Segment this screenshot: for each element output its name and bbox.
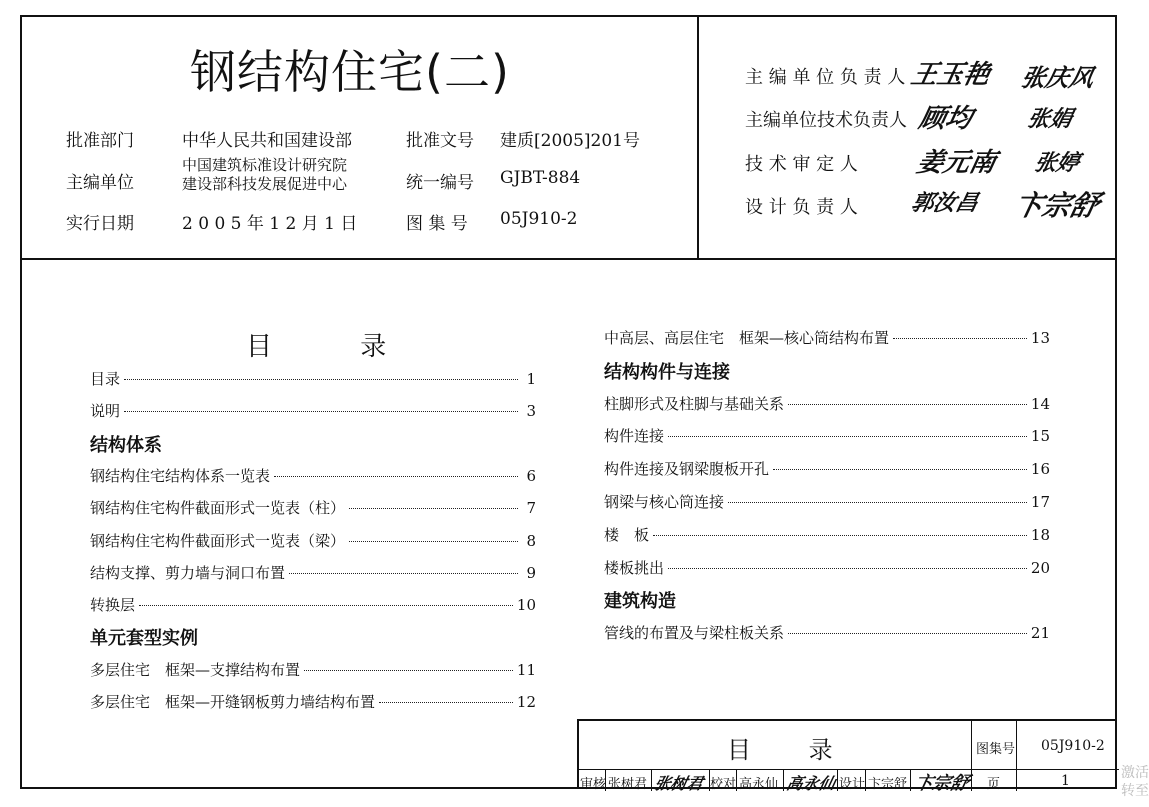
toc-leader-dots <box>788 633 1027 634</box>
header-vertical-divider <box>697 15 699 259</box>
toc-entry-page: 8 <box>526 531 536 550</box>
toc-entry-label: 构件连接 <box>604 427 665 446</box>
toc-entry-label: 转换层 <box>90 596 136 615</box>
signature: 张婷 <box>1031 150 1082 176</box>
title-block-atlas-label: 图集号 <box>976 742 1016 757</box>
toc-leader-dots <box>653 535 1027 536</box>
toc-title: 目 录 <box>246 332 387 362</box>
toc-entry[interactable] <box>604 327 1050 347</box>
toc-section-heading: 结构体系 <box>90 434 162 456</box>
signature: 王玉艳 <box>908 60 993 90</box>
toc-entry-page: 11 <box>516 660 536 679</box>
editor-unit-1: 中国建筑标准设计研究院 <box>182 156 348 174</box>
unified-no-label: 统一编号 <box>406 173 474 193</box>
title-block <box>577 719 1117 794</box>
approval-dept: 中华人民共和国建设部 <box>182 131 352 151</box>
toc-entry[interactable] <box>604 524 1050 544</box>
toc-entry-page: 6 <box>526 466 536 485</box>
atlas-no: 05J910-2 <box>500 209 578 229</box>
signature: 张庆风 <box>1018 63 1097 92</box>
responsible-role: 主编单位技术负责人 <box>745 110 907 131</box>
toc-entry-label: 钢结构住宅构件截面形式一览表（梁） <box>90 531 346 550</box>
toc-leader-dots <box>124 379 518 380</box>
header-divider <box>20 258 1117 260</box>
editor-unit-2: 建设部科技发展促进中心 <box>182 175 348 193</box>
toc-leader-dots <box>124 411 518 412</box>
approval-doc-label: 批准文号 <box>406 131 474 151</box>
toc-leader-dots <box>668 436 1027 437</box>
page-value: 1 <box>1061 773 1070 789</box>
toc-entry-page: 18 <box>1030 525 1050 544</box>
toc-leader-dots <box>304 670 513 671</box>
toc-entry-label: 楼板挑出 <box>604 558 665 577</box>
toc-entry-page: 9 <box>526 563 536 582</box>
toc-entry[interactable] <box>90 530 536 550</box>
toc-entry-label: 钢结构住宅构件截面形式一览表（柱） <box>90 499 346 518</box>
design-label: 设计 <box>839 777 866 792</box>
toc-leader-dots <box>893 338 1027 339</box>
toc-leader-dots <box>773 469 1027 470</box>
toc-entry[interactable] <box>604 458 1050 478</box>
check-signature: 高永仙 <box>784 774 837 793</box>
toc-entry-page: 21 <box>1030 624 1050 643</box>
toc-entry-label: 说明 <box>90 402 121 421</box>
toc-entry-page: 16 <box>1030 460 1050 479</box>
toc-entry[interactable] <box>604 393 1050 413</box>
toc-section-heading: 单元套型实例 <box>90 628 198 650</box>
toc-entry[interactable] <box>90 659 536 679</box>
toc-entry-label: 目录 <box>90 370 121 388</box>
signature: 卞宗舒 <box>1011 189 1103 222</box>
toc-entry-page: 3 <box>526 402 536 421</box>
atlas-no-label: 图 集 号 <box>406 214 468 234</box>
toc-entry[interactable] <box>90 562 536 582</box>
approval-doc: 建质[2005]201号 <box>500 131 640 151</box>
responsible-role: 设 计 负 责 人 <box>745 197 858 218</box>
check-label: 校对 <box>710 777 737 792</box>
approval-dept-label: 批准部门 <box>66 131 134 151</box>
toc-entry-label: 结构支撑、剪力墙与洞口布置 <box>90 563 286 582</box>
signature: 郭汝昌 <box>908 190 981 216</box>
toc-entry-label: 钢梁与核心筒连接 <box>604 493 725 511</box>
signature: 张娟 <box>1024 106 1075 132</box>
toc-entry[interactable] <box>90 497 536 517</box>
editor-unit-label: 主编单位 <box>66 173 134 193</box>
review-label: 审核 <box>580 777 607 792</box>
toc-entry[interactable] <box>604 622 1050 642</box>
toc-entry[interactable] <box>90 465 536 485</box>
toc-leader-dots <box>728 502 1027 503</box>
document-title: 钢结构住宅(二) <box>190 45 510 99</box>
toc-entry-page: 10 <box>516 596 536 615</box>
toc-entry-label: 楼 板 <box>604 525 650 544</box>
signature: 姜元南 <box>914 148 999 178</box>
effective-date: 2 0 0 5 年 1 2 月 1 日 <box>182 214 358 234</box>
toc-leader-dots <box>379 702 513 703</box>
toc-entry-label: 构件连接及钢梁腹板开孔 <box>604 460 770 479</box>
toc-entry-page: 17 <box>1030 493 1050 511</box>
toc-entry-page: 13 <box>1030 329 1050 347</box>
design-signature: 卞宗舒 <box>912 773 971 794</box>
toc-entry[interactable] <box>90 368 536 388</box>
toc-entry-label: 管线的布置及与梁柱板关系 <box>604 624 785 643</box>
toc-entry[interactable] <box>90 400 536 420</box>
toc-entry-page: 14 <box>1030 394 1050 413</box>
toc-entry[interactable] <box>604 557 1050 577</box>
toc-leader-dots <box>349 508 518 509</box>
toc-entry[interactable] <box>90 691 536 711</box>
toc-entry-page: 15 <box>1030 427 1050 446</box>
toc-entry[interactable] <box>604 491 1050 511</box>
toc-entry[interactable] <box>90 594 536 614</box>
toc-entry-page: 20 <box>1030 558 1050 577</box>
toc-entry-label: 多层住宅 框架—开缝钢板剪力墙结构布置 <box>90 693 376 711</box>
title-block-atlas-value: 05J910-2 <box>1041 738 1105 754</box>
review-signature: 张树君 <box>652 774 705 793</box>
toc-leader-dots <box>139 605 513 606</box>
toc-entry-page: 1 <box>526 370 536 388</box>
toc-entry-label: 钢结构住宅结构体系一览表 <box>90 466 271 485</box>
toc-leader-dots <box>289 573 518 574</box>
title-block-title: 目 录 <box>727 736 833 764</box>
unified-no: GJBT-884 <box>500 168 581 188</box>
toc-entry-label: 柱脚形式及柱脚与基础关系 <box>604 394 785 413</box>
toc-leader-dots <box>668 568 1027 569</box>
toc-entry-page: 7 <box>526 499 536 518</box>
design-name: 卞宗舒 <box>868 777 908 792</box>
effective-date-label: 实行日期 <box>66 214 134 234</box>
toc-leader-dots <box>788 404 1027 405</box>
toc-entry[interactable] <box>604 425 1050 445</box>
page-label: 页 <box>987 777 1001 792</box>
toc-leader-dots <box>349 541 518 542</box>
toc-entry-page: 12 <box>516 693 536 711</box>
toc-leader-dots <box>274 476 518 477</box>
review-name: 张树君 <box>608 777 648 792</box>
toc-entry-label: 中高层、高层住宅 框架—核心筒结构布置 <box>604 329 890 347</box>
toc-entry-label: 多层住宅 框架—支撑结构布置 <box>90 660 301 679</box>
responsible-role: 主 编 单 位 负 责 人 <box>745 67 906 88</box>
responsible-role: 技 术 审 定 人 <box>745 154 858 175</box>
check-name: 高永仙 <box>739 777 779 792</box>
toc-section-heading: 结构构件与连接 <box>604 361 730 383</box>
toc-section-heading: 建筑构造 <box>604 591 676 613</box>
signature: 顾均 <box>916 104 975 134</box>
watermark: 激活 转至 <box>1121 765 1149 799</box>
